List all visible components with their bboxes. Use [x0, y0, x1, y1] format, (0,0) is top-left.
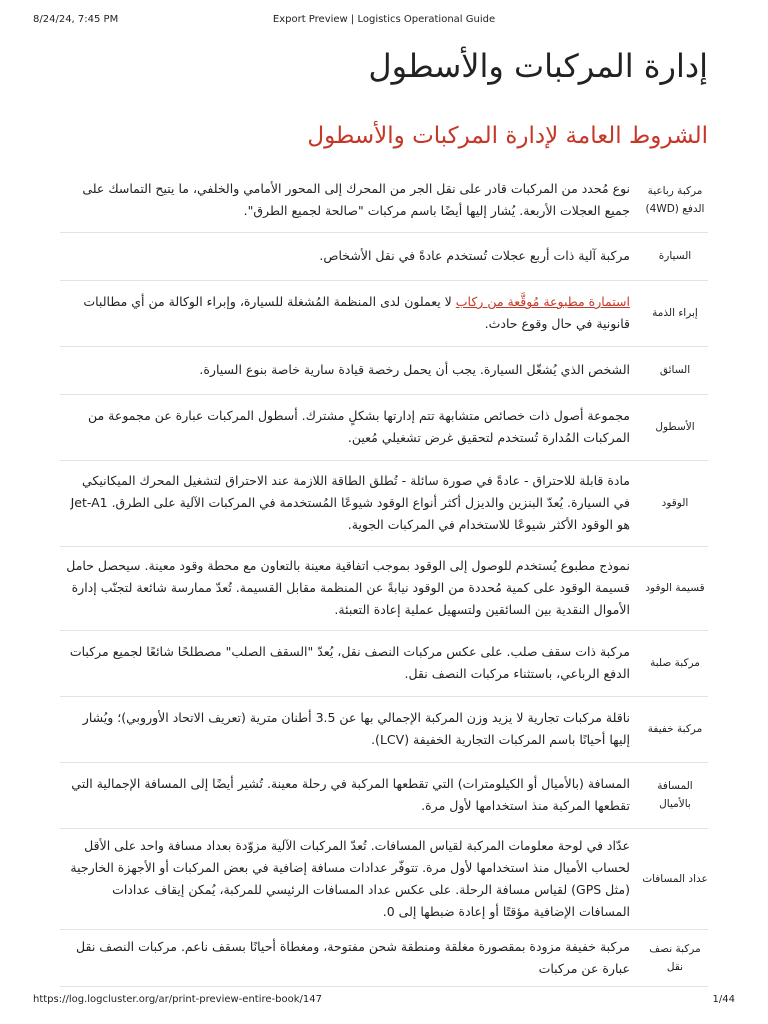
- glossary-row: [60, 762, 708, 828]
- glossary-row: [60, 168, 708, 232]
- glossary-definition: [60, 460, 630, 546]
- glossary-row: [60, 630, 708, 696]
- definition-text: مادة قابلة للاحتراق - عادةً في صورة سائلة - تُطلق الطاقة اللازمة عند الاحتراق لتشغيل المحرك الميكانيكي في السيارة. يُعدّ البنزين والديزل أكثر أنواع الوقود شيوعًا المُستخدمة في المركبات الآلية على الطرق. Jet-A1 هو الوقود الأكثر شيوعًا للاستخدام في المركبات الجوية.: [70, 473, 630, 532]
- glossary-row: [60, 346, 708, 394]
- glossary-term: مركبة نصف نقل: [630, 929, 708, 986]
- glossary-definition: [60, 546, 630, 630]
- definition-text: نوع مُحدد من المركبات قادر على نقل الجر من المحرك إلى المحور الأمامي والخلفي، ما يتيح التماسك على جميع العجلات الأربعة. يُشار إليها أيضًا باسم مركبات "صالحة لجميع الطرق".: [82, 180, 630, 218]
- glossary-term: السيارة: [630, 232, 708, 280]
- definition-text: مركبة خفيفة مزودة بمقصورة مغلقة ومنطقة شحن مفتوحة، ومغطاة أحيانًا بسقف ناعم. مركبات النصف نقل عبارة عن مركبات: [76, 938, 630, 976]
- glossary-term: الوقود: [630, 460, 708, 546]
- glossary-term: الأسطول: [630, 394, 708, 460]
- definition-text: ناقلة مركبات تجارية لا يزيد وزن المركبة الإجمالي بها عن 3.5 أطنان مترية (تعريف الاتحاد الأوروبي)؛ ويُشار إليها أحيانًا باسم المركبات التجارية الخفيفة (LCV).: [82, 710, 630, 747]
- page-number: 1/44: [712, 994, 735, 1005]
- glossary-term: مركبة رباعية الدفع (4WD): [630, 168, 708, 232]
- glossary-row: [60, 394, 708, 460]
- glossary-body: [60, 168, 708, 986]
- glossary-term: المسافة بالأميال: [630, 762, 708, 828]
- glossary-term: مركبة صلبة: [630, 630, 708, 696]
- print-datetime: 8/24/24, 7:45 PM: [33, 14, 119, 25]
- glossary-term: السائق: [630, 346, 708, 394]
- glossary-definition: [60, 696, 630, 762]
- glossary-definition: [60, 929, 630, 986]
- glossary-row: [60, 929, 708, 986]
- definition-link[interactable]: استمارة مطبوعة مُوقَّعة من ركاب: [455, 294, 630, 309]
- glossary-definition: [60, 280, 630, 346]
- glossary-term: عداد المسافات: [630, 828, 708, 929]
- print-url: https://log.logcluster.org/ar/print-preview-entire-book/147: [33, 994, 322, 1005]
- glossary-definition: [60, 630, 630, 696]
- glossary-row: [60, 280, 708, 346]
- glossary-definition: [60, 394, 630, 460]
- definition-text: نموذج مطبوع يُستخدم للوصول إلى الوقود بموجب اتفاقية معينة بالتعاون مع محطة وقود معينة. سيحصل حامل قسيمة الوقود على كمية مُحددة من الوقود نيابةً عن المنظمة مقابل القسيمة. تُعدّ ممارسة شائعة لتجنّب إدارة الأموال النقدية بين السائقين ولتسهيل عملية إعادة التعبئة.: [66, 558, 630, 617]
- definition-text: مركبة آلية ذات أربع عجلات تُستخدم عادةً في نقل الأشخاص.: [319, 248, 630, 263]
- glossary-row: [60, 460, 708, 546]
- definition-text: عدّاد في لوحة معلومات المركبة لقياس المسافات. تُعدّ المركبات الآلية مزوّدة بعداد مسافة واحد على الأقل لحساب الأميال منذ استخدامها لأول مرة. تتوفّر عدادات مسافة إضافية في بعض المركبات أو الأجهزة الخارجية (مثل GPS) لقياس مسافة الرحلة. على عكس عداد المسافات الرئيسي للمركبة، يُمكن إيقاف عدادات المسافات الإضافية مؤقتًا أو إعادة ضبطها إلى 0.: [70, 837, 630, 919]
- glossary-definition: [60, 232, 630, 280]
- definition-text: لا يعملون لدى المنظمة المُشغلة للسيارة، وإبراء الوكالة من أي مطالبات قانونية في حال وقوع حادث.: [83, 294, 630, 331]
- page-title: إدارة المركبات والأسطول: [368, 47, 708, 85]
- document-content: [60, 40, 708, 987]
- glossary-term: مركبة خفيفة: [630, 696, 708, 762]
- glossary-row: [60, 232, 708, 280]
- glossary-term: قسيمة الوقود: [630, 546, 708, 630]
- print-tab-title: Export Preview | Logistics Operational Guide: [272, 14, 496, 25]
- glossary-term: إبراء الذمة: [630, 280, 708, 346]
- glossary-definition: [60, 346, 630, 394]
- glossary-row: [60, 546, 708, 630]
- definition-text: مجموعة أصول ذات خصائص متشابهة تتم إدارتها بشكلٍ مشترك. أسطول المركبات عبارة عن مجموعة من المركبات المُدارة تُستخدم لتحقيق غرض تشغيلي مُعين.: [87, 408, 630, 445]
- glossary-table: [60, 168, 708, 987]
- glossary-row: [60, 696, 708, 762]
- definition-text: الشخص الذي يُشغّل السيارة. يجب أن يحمل رخصة قيادة سارية خاصة بنوع السيارة.: [199, 362, 630, 377]
- glossary-definition: [60, 828, 630, 929]
- glossary-row: [60, 828, 708, 929]
- glossary-definition: [60, 168, 630, 232]
- definition-text: المسافة (بالأميال أو الكيلومترات) التي تقطعها المركبة في رحلة معينة. تُشير أيضًا إلى المسافة الإجمالية التي تقطعها المركبة منذ استخدامها لأول مرة.: [71, 776, 630, 813]
- glossary-definition: [60, 762, 630, 828]
- section-title: الشروط العامة لإدارة المركبات والأسطول: [307, 123, 708, 149]
- definition-text: مركبة ذات سقف صلب. على عكس مركبات النصف نقل، يُعدّ "السقف الصلب" مصطلحًا شائعًا لجميع مركبات الدفع الرباعي، باستثناء مركبات النصف نقل.: [69, 644, 630, 681]
